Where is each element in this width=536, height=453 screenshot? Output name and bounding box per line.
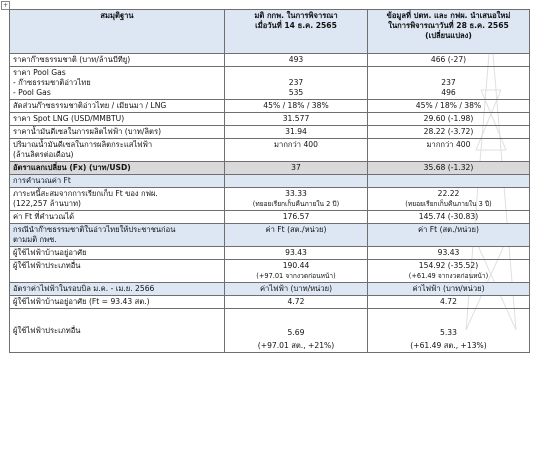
- row-value-old: 176.57: [225, 211, 368, 224]
- row-value-old: [225, 309, 368, 353]
- section-empty: [368, 175, 530, 188]
- priority-title: กรณีนำก๊าซธรรมชาติในอ่าวไทยให้ประชาชนก่อน: [13, 225, 176, 234]
- row-value-old: 45% / 18% / 38%: [225, 100, 368, 113]
- move-handle-icon[interactable]: +: [2, 2, 9, 9]
- table-row: [10, 113, 530, 126]
- row-value-new: 45% / 18% / 38%: [368, 100, 530, 113]
- tariff-others-new-note: (+61.49 สต., +13%): [410, 341, 487, 350]
- pool-gas-old: 535: [288, 88, 304, 97]
- row-label: [10, 67, 225, 100]
- row-label: [10, 139, 225, 162]
- section-unit-old: ค่า Ft (สต./หน่วย): [225, 224, 368, 247]
- section-title: [10, 224, 225, 247]
- table-row: [10, 296, 530, 309]
- header-col3-line1: ข้อมูลที่ ปตท. และ กฟผ. นำเสนอใหม่: [386, 11, 511, 20]
- diesel-qty-unit: (ล้านลิตรต่อเดือน): [13, 150, 74, 159]
- row-label: ราคา Spot LNG (USD/MMBTU): [10, 113, 225, 126]
- section-title: การคำนวณค่า Ft: [10, 175, 225, 188]
- header-col3-line3: (เปลี่ยนแปลง): [425, 31, 472, 40]
- others-old-note: (+97.01 จากงวดก่อนหน้า): [256, 272, 336, 280]
- table-row: [10, 260, 530, 283]
- others-new-note: (+61.49 จากงวดก่อนหน้า): [408, 272, 489, 280]
- header-assumption: สมมุติฐาน: [10, 10, 225, 54]
- row-value-new: [368, 260, 530, 283]
- thai-gas-old: 237: [288, 78, 304, 87]
- row-value-new: 93.43: [368, 247, 530, 260]
- section-unit-new: ค่า Ft (สต./หน่วย): [368, 224, 530, 247]
- section-row: [10, 283, 530, 296]
- table-row: [10, 188, 530, 211]
- table-row: [10, 54, 530, 67]
- row-label: ราคาน้ำมันดีเซลในการผลิตไฟฟ้า (บาท/ลิตร): [10, 126, 225, 139]
- table-row: [10, 211, 530, 224]
- row-value-old: มากกว่า 400: [225, 139, 368, 162]
- diesel-qty-label: ปริมาณน้ำมันดีเซลในการผลิตกระแสไฟฟ้า: [13, 140, 153, 149]
- tariff-others-old-note: (+97.01 สต., +21%): [257, 341, 335, 350]
- row-value-new: 466 (-27): [368, 54, 530, 67]
- row-value-new: [368, 309, 530, 353]
- thai-gas-label: - ก๊าซธรรมชาติอ่าวไทย: [13, 78, 91, 87]
- row-value-new: 28.22 (-3.72): [368, 126, 530, 139]
- burden-amount: (122,257 ล้านบาท): [13, 199, 81, 208]
- others-old: 190.44: [282, 261, 310, 270]
- burden-label: ภาระหนี้สะสมจากการเรียกเก็บ Ft ของ กฟผ.: [13, 189, 158, 198]
- burden-old-note: (ทยอยเรียกเก็บคืนภายใน 2 ปี): [252, 200, 340, 208]
- table-row: [10, 67, 530, 100]
- row-value-new: 29.60 (-1.98): [368, 113, 530, 126]
- table-row: [10, 162, 530, 175]
- row-value-old: [225, 188, 368, 211]
- row-label: ราคาก๊าซธรรมชาติ (บาท/ล้านบีทียู): [10, 54, 225, 67]
- pool-gas-sub-label: - Pool Gas: [13, 88, 51, 97]
- section-row: [10, 224, 530, 247]
- header-col3-line2: ในการพิจารณาวันที่ 28 ธ.ค. 2565: [388, 21, 509, 30]
- row-value-new: [368, 67, 530, 100]
- row-label: ผู้ใช้ไฟฟ้าประเภทอื่น: [10, 309, 225, 353]
- burden-new-note: (ทยอยเรียกเก็บคืนภายใน 3 ปี): [405, 200, 492, 208]
- row-value-old: 31.577: [225, 113, 368, 126]
- priority-subtitle: ตามมติ กพช.: [13, 235, 57, 244]
- row-value-old: 31.94: [225, 126, 368, 139]
- section-unit-new: ค่าไฟฟ้า (บาท/หน่วย): [368, 283, 530, 296]
- row-label: [10, 188, 225, 211]
- row-value-new: 4.72: [368, 296, 530, 309]
- row-value-old: 4.72: [225, 296, 368, 309]
- table-row: [10, 139, 530, 162]
- row-value-new: 145.74 (-30.83): [368, 211, 530, 224]
- row-label: สัดส่วนก๊าซธรรมชาติอ่าวไทย / เมียนมา / LNG: [10, 100, 225, 113]
- header-erc-resolution: [225, 10, 368, 54]
- row-value-old: 93.43: [225, 247, 368, 260]
- burden-old: 33.33: [285, 189, 307, 198]
- tariff-others-old: 5.69: [287, 328, 305, 337]
- row-label: ค่า Ft ที่คำนวณได้: [10, 211, 225, 224]
- pool-gas-label: ราคา Pool Gas: [13, 68, 66, 77]
- tariff-others-new: 5.33: [440, 328, 457, 337]
- header-col2-line1: มติ กกพ. ในการพิจารณา: [254, 11, 338, 20]
- row-label: ผู้ใช้ไฟฟ้าบ้านอยู่อาศัย: [10, 247, 225, 260]
- row-value-old: [225, 260, 368, 283]
- table-row: [10, 309, 530, 353]
- row-value-new: มากกว่า 400: [368, 139, 530, 162]
- row-label: อัตราแลกเปลี่ยน (Fx) (บาท/USD): [10, 162, 225, 175]
- table-row: [10, 247, 530, 260]
- row-label: ผู้ใช้ไฟฟ้าบ้านอยู่อาศัย (Ft = 93.43 สต.): [10, 296, 225, 309]
- pool-gas-new: 496: [441, 88, 456, 97]
- row-value-new: [368, 188, 530, 211]
- section-title: อัตราค่าไฟฟ้าในรอบบิล ม.ค. - เม.ย. 2566: [10, 283, 225, 296]
- section-unit-old: ค่าไฟฟ้า (บาท/หน่วย): [225, 283, 368, 296]
- section-row: [10, 175, 530, 188]
- thai-gas-new: 237: [441, 78, 456, 87]
- burden-new: 22.22: [437, 189, 460, 198]
- others-new: 154.92 (-35.52): [418, 261, 479, 270]
- header-col2-line2: เมื่อวันที่ 14 ธ.ค. 2565: [255, 21, 337, 30]
- row-value-old: 37: [225, 162, 368, 175]
- table-row: [10, 100, 530, 113]
- table-row: [10, 126, 530, 139]
- row-value-old: 493: [225, 54, 368, 67]
- row-value-old: [225, 67, 368, 100]
- section-empty: [225, 175, 368, 188]
- assumption-table: [9, 9, 530, 353]
- header-row: [10, 10, 530, 54]
- row-value-new: 35.68 (-1.32): [368, 162, 530, 175]
- header-new-data: [368, 10, 530, 54]
- row-label: ผู้ใช้ไฟฟ้าประเภทอื่น: [10, 260, 225, 283]
